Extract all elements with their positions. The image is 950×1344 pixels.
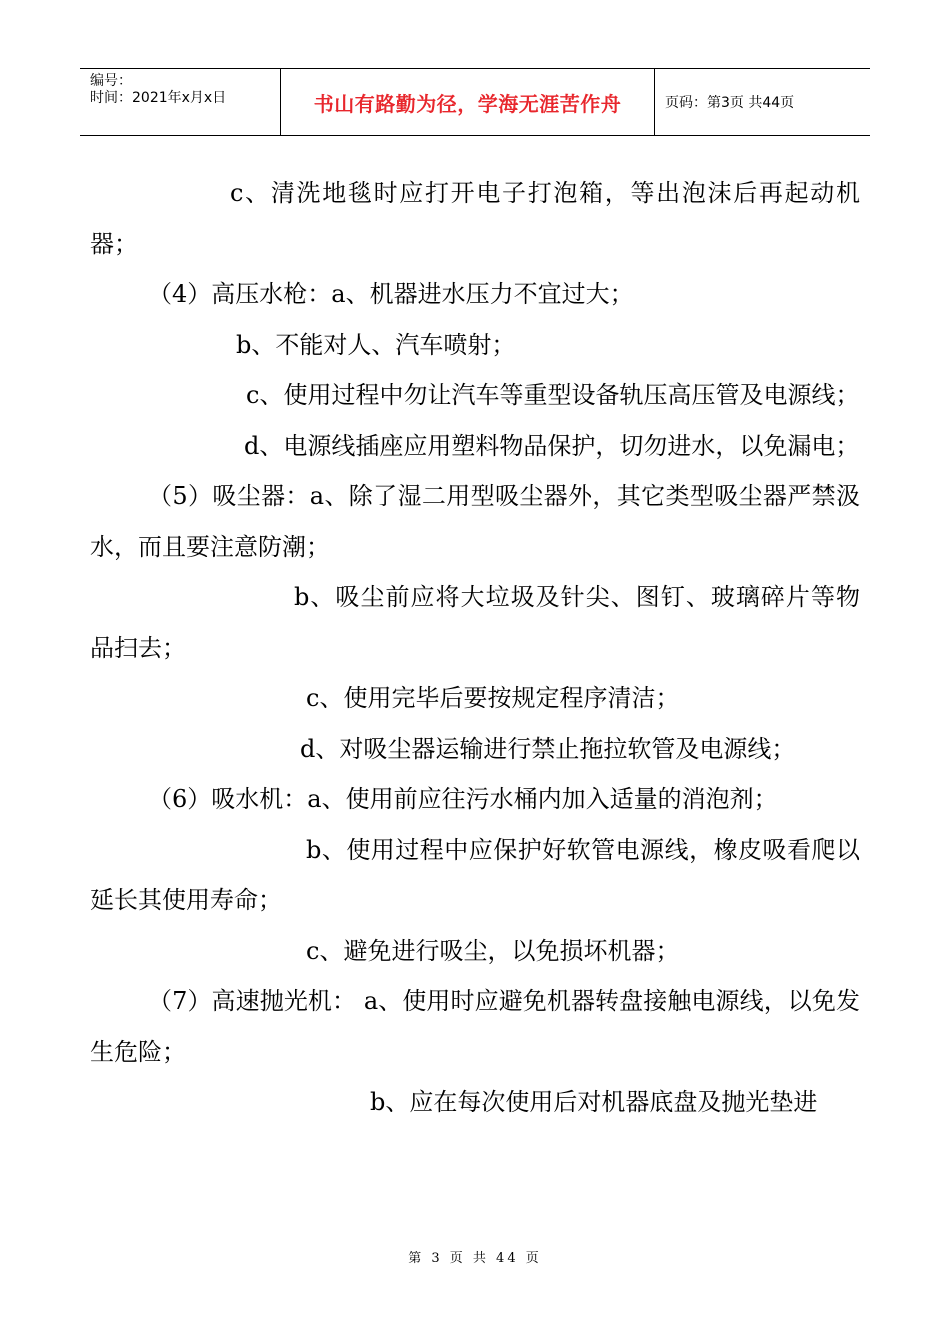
body-paragraph: b、吸尘前应将大垃圾及针尖、图钉、玻璃碎片等物品扫去； xyxy=(90,583,860,662)
document-body xyxy=(90,168,860,1128)
header-meta-cell xyxy=(80,69,281,135)
doc-number-label: 编号： xyxy=(90,73,132,89)
body-paragraph: c、使用过程中勿让汽车等重型设备轨压高压管及电源线； xyxy=(246,381,860,409)
body-paragraph: c、避免进行吸尘，以免损坏机器； xyxy=(306,936,680,965)
page-header xyxy=(80,68,870,136)
header-page-code: 页码：第3页 共44页 xyxy=(665,95,795,111)
body-paragraph: d、电源线插座应用塑料物品保护，切勿进水，以免漏电； xyxy=(244,431,860,460)
body-paragraph: （4）高压水枪：a、机器进水压力不宜过大； xyxy=(148,280,634,308)
body-paragraph: （7）高速抛光机： a、使用时应避免机器转盘接触电源线，以免发生危险； xyxy=(90,987,860,1066)
header-motto: 书山有路勤为径，学海无涯苦作舟 xyxy=(281,69,655,135)
body-paragraph: c、清洗地毯时应打开电子打泡箱，等出泡沫后再起动机器； xyxy=(90,179,860,258)
body-paragraph: b、使用过程中应保护好软管电源线，橡皮吸看爬以延长其使用寿命； xyxy=(90,835,860,914)
body-paragraph: c、使用完毕后要按规定程序清洁； xyxy=(306,684,680,712)
body-paragraph: b、不能对人、汽车喷射； xyxy=(236,330,516,359)
page-footer: 第 3 页 共 44 页 xyxy=(408,1251,542,1266)
body-paragraph: d、对吸尘器运输进行禁止拖拉软管及电源线； xyxy=(300,734,796,763)
body-paragraph: b、应在每次使用后对机器底盘及抛光垫进 xyxy=(370,1088,818,1116)
time-label: 时间：2021年x月x日 xyxy=(90,90,227,106)
body-paragraph: （6）吸水机：a、使用前应往污水桶内加入适量的消泡剂； xyxy=(148,785,778,813)
body-paragraph: （5）吸尘器：a、除了湿二用型吸尘器外，其它类型吸尘器严禁汲水，而且要注意防潮； xyxy=(90,482,860,561)
